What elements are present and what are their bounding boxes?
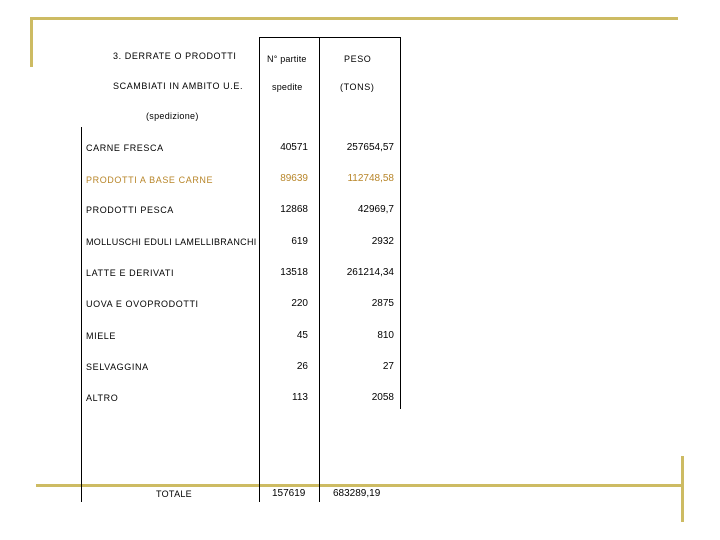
row-label-miele: MIELE xyxy=(86,331,117,341)
table-title-line1: 3. DERRATE O PRODOTTI xyxy=(113,51,237,61)
total-partite: 157619 xyxy=(272,488,306,499)
right-accent-bar xyxy=(681,456,684,522)
row-peso-latte: 261214,34 xyxy=(346,267,394,278)
row-peso-altro: 2058 xyxy=(371,392,394,403)
row-label-uova: UOVA E OVOPRODOTTI xyxy=(86,299,199,309)
row-peso-carne-fresca: 257654,57 xyxy=(346,142,394,153)
total-peso: 683289,19 xyxy=(333,488,381,499)
col-header-peso-line1: PESO xyxy=(344,54,372,64)
col-header-peso-line2: (TONS) xyxy=(340,82,375,92)
row-label-selvaggina: SELVAGGINA xyxy=(86,362,149,372)
table-subtitle: (spedizione) xyxy=(146,111,199,121)
top-accent-bar xyxy=(30,17,678,20)
total-label: TOTALE xyxy=(156,489,192,499)
row-peso-uova: 2875 xyxy=(371,298,394,309)
left-label-rule xyxy=(81,127,82,502)
col-separator-1 xyxy=(259,37,260,502)
row-partite-miele: 45 xyxy=(296,330,308,341)
row-partite-uova: 220 xyxy=(291,298,308,309)
row-partite-selvaggina: 26 xyxy=(296,361,308,372)
row-partite-prodotti-base-carne: 89639 xyxy=(280,173,308,184)
bottom-accent-bar xyxy=(36,484,684,487)
col-header-partite-line1: N° partite xyxy=(267,54,307,64)
row-label-prodotti-pesca: PRODOTTI PESCA xyxy=(86,205,174,215)
row-peso-prodotti-base-carne: 112748,58 xyxy=(347,173,394,184)
row-peso-miele: 810 xyxy=(377,330,394,341)
row-label-prodotti-base-carne: PRODOTTI A BASE CARNE xyxy=(86,175,214,185)
col-header-partite-line2: spedite xyxy=(272,82,303,92)
row-peso-selvaggina: 27 xyxy=(382,361,394,372)
row-partite-prodotti-pesca: 12868 xyxy=(280,204,308,215)
row-partite-latte: 13518 xyxy=(280,267,308,278)
row-label-molluschi: MOLLUSCHI EDULI LAMELLIBRANCHI xyxy=(86,237,257,247)
right-table-rule xyxy=(400,37,401,409)
row-peso-prodotti-pesca: 42969,7 xyxy=(357,204,394,215)
row-partite-molluschi: 619 xyxy=(291,236,308,247)
col-separator-2 xyxy=(319,37,320,502)
row-peso-molluschi: 2932 xyxy=(371,236,394,247)
row-label-carne-fresca: CARNE FRESCA xyxy=(86,143,164,153)
left-accent-bar xyxy=(30,17,33,67)
row-label-latte: LATTE E DERIVATI xyxy=(86,268,175,278)
row-label-altro: ALTRO xyxy=(86,393,119,403)
row-partite-carne-fresca: 40571 xyxy=(280,142,308,153)
top-table-rule xyxy=(259,37,401,38)
row-partite-altro: 113 xyxy=(292,392,308,403)
table-title-line2: SCAMBIATI IN AMBITO U.E. xyxy=(113,81,244,91)
